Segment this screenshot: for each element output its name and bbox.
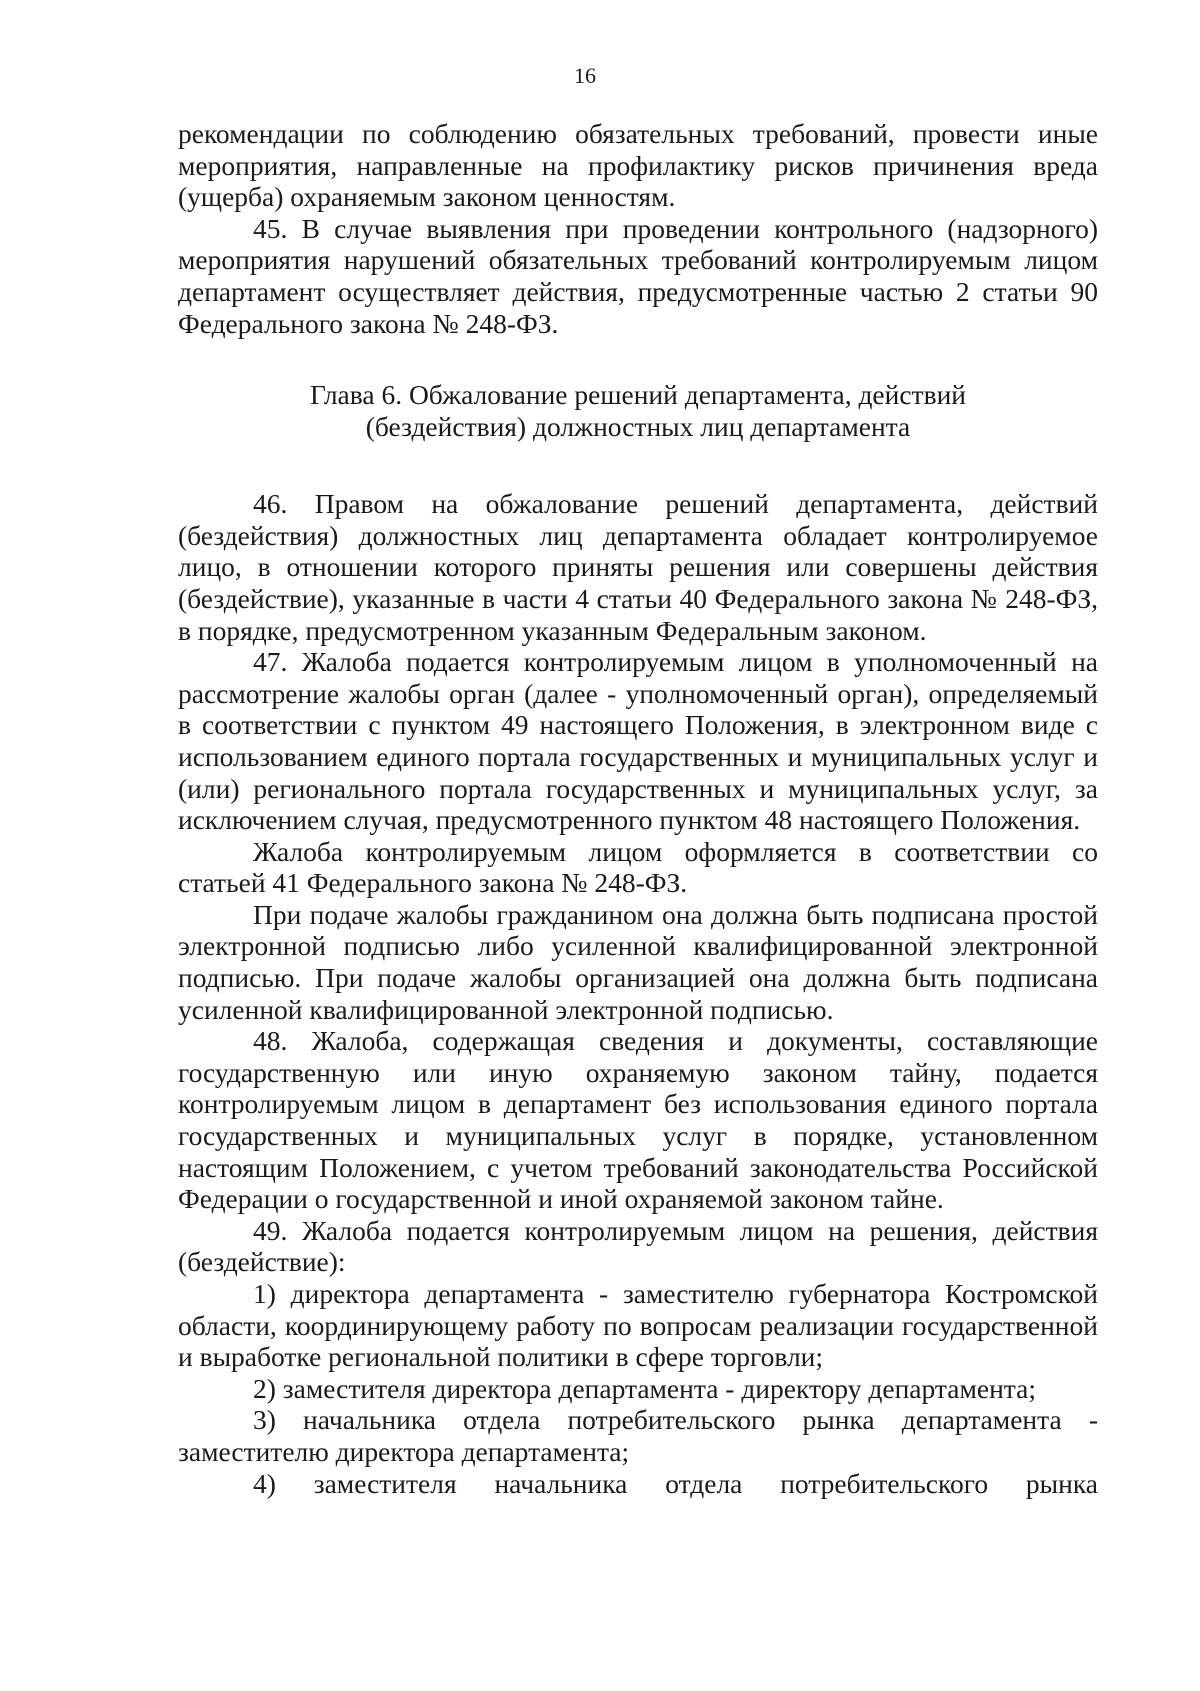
document-body bbox=[178, 118, 1098, 1499]
paragraph: 49. Жалоба подается контролируемым лицом на решения, действия (бездействие): bbox=[178, 1214, 1098, 1278]
list-item: 2) заместителя директора департамента - директору департамента; bbox=[253, 1372, 1036, 1404]
paragraph: 46. Правом на обжалование решений департамента, действий (бездействия) должностных лиц департамента обладает контролируемое лицо, в отношении которого приняты решения или совершены действия (бездействие), указанные в части 4 статьи 40 Федерального закона № 248-ФЗ, в порядке, предусмотренном указанным Федеральным законом. bbox=[178, 488, 1098, 646]
chapter-heading bbox=[178, 379, 1098, 443]
list-item: 4) заместителя начальника отдела потребительского рынка bbox=[253, 1467, 1098, 1499]
paragraph: 48. Жалоба, содержащая сведения и документы, составляющие государственную или иную охраняемую законом тайну, подается контролируемым лицом в департамент без использования единого портала государственных и муниципальных услуг в порядке, установленном настоящим Положением, с учетом требований законодательства Российской Федерации о государственной и иной охраняемой законом тайне. bbox=[178, 1025, 1098, 1215]
page-number: 16 bbox=[574, 63, 596, 88]
chapter-heading-line: (бездействия) должностных лиц департамента bbox=[365, 411, 911, 443]
list-item: 3) начальника отдела потребительского рынка департамента - заместителю директора департамента; bbox=[178, 1404, 1098, 1467]
paragraph: рекомендации по соблюдению обязательных требований, провести иные мероприятия, направленные на профилактику рисков причинения вреда (ущерба) охраняемым законом ценностям. bbox=[178, 118, 1098, 213]
list-item: 1) директора департамента - заместителю губернатора Костромской области, координирующему работу по вопросам реализации государственной и выработке региональной политики в сфере торговли; bbox=[178, 1278, 1098, 1373]
paragraph: При подаче жалобы гражданином она должна быть подписана простой электронной подписью либо усиленной квалифицированной электронной подписью. При подаче жалобы организацией она должна быть подписана усиленной квалифицированной электронной подписью. bbox=[178, 898, 1098, 1025]
chapter-heading-line: Глава 6. Обжалование решений департамента, действий bbox=[309, 379, 966, 411]
paragraph: Жалоба контролируемым лицом оформляется в соответствии со статьей 41 Федерального закона № 248-ФЗ. bbox=[178, 835, 1098, 899]
paragraph: 45. В случае выявления при проведении контрольного (надзорного) мероприятия нарушений обязательных требований контролируемым лицом департамент осуществляет действия, предусмотренные частью 2 статьи 90 Федерального закона № 248-ФЗ. bbox=[178, 212, 1098, 339]
paragraph: 47. Жалоба подается контролируемым лицом в уполномоченный на рассмотрение жалобы орган (далее - уполномоченный орган), определяемый в соответствии с пунктом 49 настоящего Положения, в электронном виде с использованием единого портала государственных и муниципальных услуг и (или) регионального портала государственных и муниципальных услуг, за исключением случая, предусмотренного пунктом 48 настоящего Положения. bbox=[178, 646, 1098, 836]
